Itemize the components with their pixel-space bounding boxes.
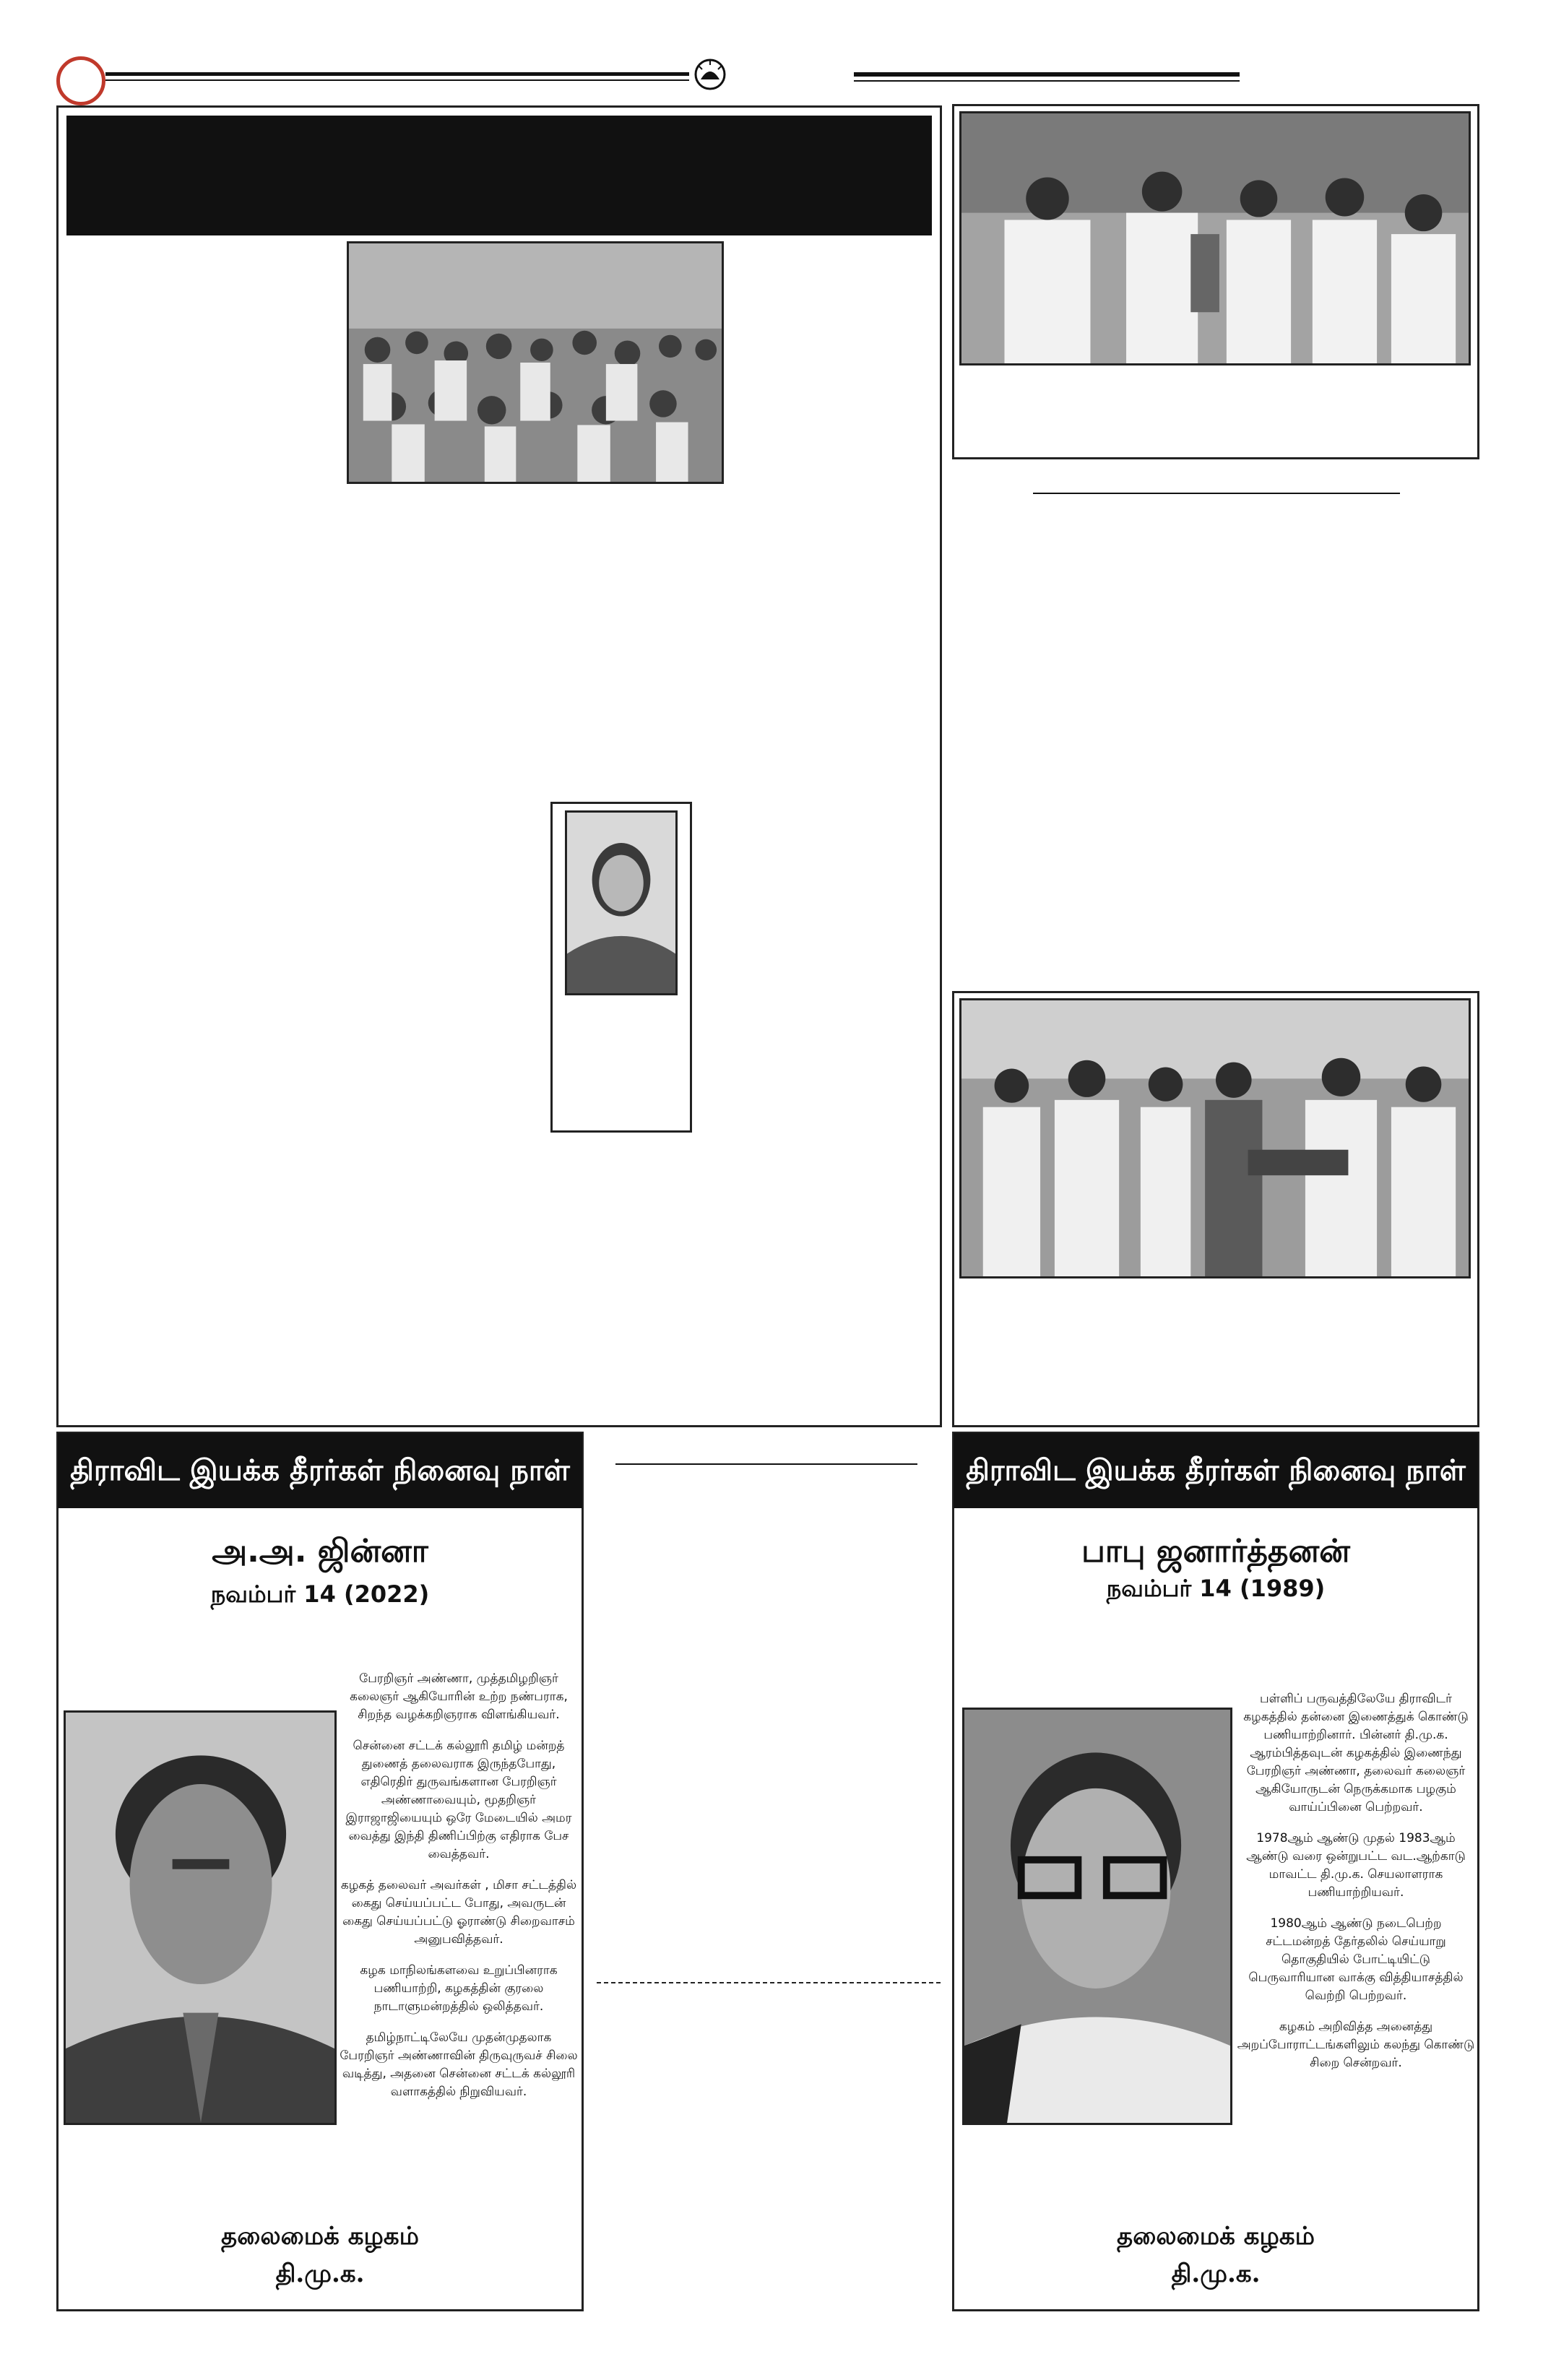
handover-group-photo <box>959 998 1471 1278</box>
header-rule-left-thin <box>105 79 689 81</box>
middle-divider-dashed <box>597 1982 941 1983</box>
memorial-footer-line2: தி.மு.க. <box>275 2259 365 2288</box>
header-rule-right <box>854 72 1240 77</box>
jinnah-bio <box>340 1670 578 2197</box>
memorial-name: பாபு ஜனார்த்தனன் <box>1081 1533 1350 1570</box>
trophy-presentation-photo <box>959 111 1471 365</box>
middle-divider-top <box>615 1463 917 1465</box>
page-number-circle <box>56 56 105 105</box>
bio-paragraph: கழகம் அறிவித்த அனைத்து அறப்போராட்டங்களிலும் கலந்து கொண்டு சிறை சென்றவர். <box>1237 2020 1475 2070</box>
bio-paragraph: 1980ஆம் ஆண்டு நடைபெற்ற சட்டமன்றத் தேர்தலில் செய்யாறு தொகுதியில் போட்டியிட்டு பெருவாரியான வாக்கு வித்தியாசத்தில் வெற்றி பெற்றவர். <box>1248 1916 1464 2003</box>
memorial-footer-line1: தலைமைக் கழகம் <box>1117 2222 1315 2251</box>
bio-paragraph: கழகத் தலைவர் அவர்கள் , மிசா சட்டத்தில் கைது செய்யப்பட்ட போது, அவருடன் கைது செய்யப்பட்டு ஓராண்டு சிறைவாசம் அனுபவித்தவர். <box>340 1878 577 1947</box>
bio-paragraph: தமிழ்நாட்டிலேயே முதன்முதலாக பேரறிஞர் அண்ணாவின் திருவுருவச் சிலை வடித்து, அதனை சென்னை சட்டக் கல்லூரி வளாகத்தில் நிறுவியவர். <box>340 2030 578 2099</box>
memorial-date: நவம்பர் 14 (2022) <box>210 1580 430 1608</box>
memorial-footer-line1: தலைமைக் கழகம் <box>221 2222 419 2251</box>
author-portrait-photo <box>565 810 678 995</box>
memorial-banner: திராவிட இயக்க தீரர்கள் நினைவு நாள் <box>954 1433 1478 1508</box>
header-rule-right-thin <box>854 80 1240 82</box>
bio-paragraph: பேரறிஞர் அண்ணா, முத்தமிழறிஞர் கலைஞர் ஆகியோரின் உற்ற நண்பராக, சிறந்த வழக்கறிஞராக விளங்கியவர். <box>350 1671 568 1722</box>
header-rule-left <box>105 72 689 76</box>
right-column-divider <box>1033 493 1400 494</box>
headline-banner <box>66 116 932 235</box>
memorial-footer-line2: தி.மு.க. <box>1171 2259 1261 2288</box>
bio-paragraph: 1978ஆம் ஆண்டு முதல் 1983ஆம் ஆண்டு வரை ஒன்றுபட்ட வட.ஆற்காடு மாவட்ட தி.மு.க. செயலாளராக பணியாற்றியவர். <box>1246 1831 1466 1900</box>
memorial-banner: திராவிட இயக்க தீரர்கள் நினைவு நாள் <box>58 1433 582 1508</box>
janarthanan-bio <box>1237 1690 1475 2152</box>
bio-paragraph: சென்னை சட்டக் கல்லூரி தமிழ் மன்றத் துணைத் தலைவராக இருந்தபோது, எதிரெதிர் துருவங்களான பேரறிஞர் அண்ணாவையும், மூதறிஞர் இராஜாஜியையும் ஒரே மேடையில் அமர வைத்து இந்தி திணிப்பிற்கு எதிராக பேச வைத்தவர். <box>345 1739 572 1861</box>
rally-crowd-photo <box>347 241 724 484</box>
memorial-date: நவம்பர் 14 (1989) <box>1106 1575 1326 1602</box>
jinnah-portrait-photo <box>64 1710 337 2125</box>
janarthanan-portrait-photo <box>962 1708 1232 2125</box>
memorial-name: அ.அ. ஜின்னா <box>212 1533 428 1570</box>
rising-sun-emblem-icon <box>693 58 727 91</box>
bio-paragraph: பள்ளிப் பருவத்திலேயே திராவிடர் கழகத்தில் தன்னை இணைத்துக் கொண்டு பணியாற்றினார். பின்னர் தி.மு.க. ஆரம்பித்தவுடன் கழகத்தில் இணைந்து பேரறிஞர் அண்ணா, தலைவர் கலைஞர் ஆகியோருடன் நெருக்கமாக பழகும் வாய்ப்பினை பெற்றவர். <box>1243 1692 1469 1814</box>
bio-paragraph: கழக மாநிலங்களவை உறுப்பினராக பணியாற்றி, கழகத்தின் குரலை நாடாளுமன்றத்தில் ஒலித்தவர். <box>360 1963 558 2014</box>
